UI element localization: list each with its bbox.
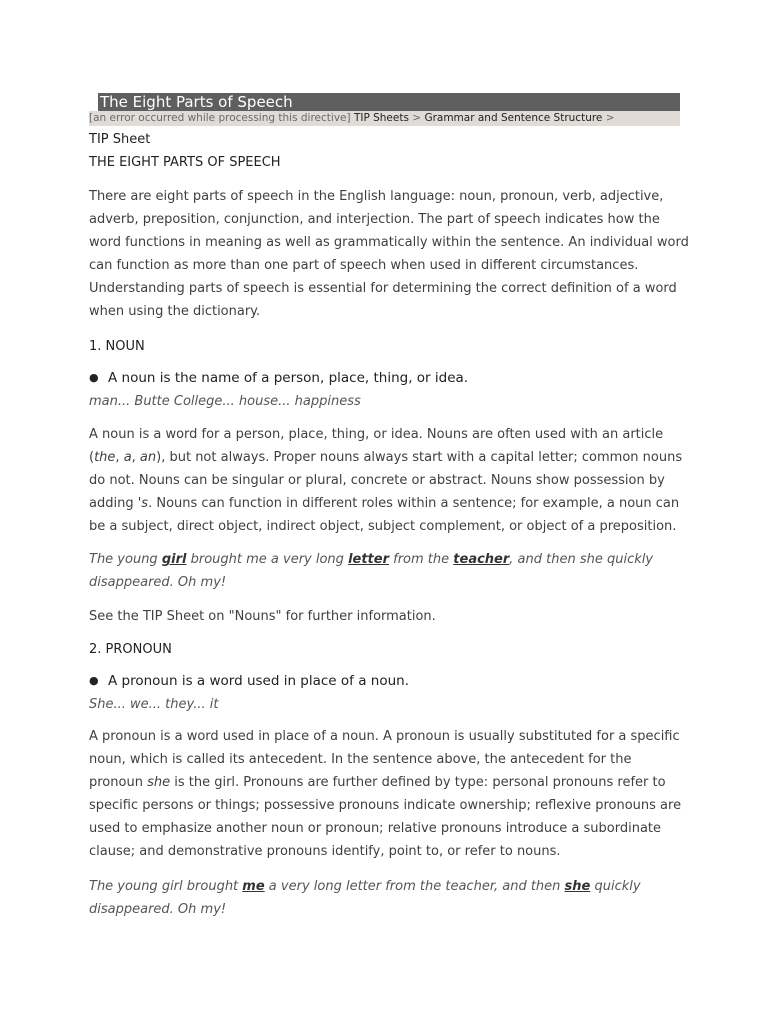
article-the: the [94, 450, 116, 465]
punct: , [115, 450, 124, 465]
noun-definition: A noun is the name of a person, place, thing, or idea. [108, 370, 469, 386]
sentence-text: a very long letter from the teacher, and then [264, 879, 565, 894]
noun-example-sentence [89, 548, 689, 594]
see-also-nouns: See the TIP Sheet on "Nouns" for further information. [89, 609, 436, 624]
bullet-dot-icon: ● [89, 371, 99, 384]
pronoun-paragraph [89, 725, 689, 863]
highlighted-noun: teacher [453, 552, 510, 567]
noun-paragraph-text: . Nouns can function in different roles within a sentence; for example, a noun can be a subject, direct object, indirect object, subject complement, or object of a preposition. [89, 496, 680, 534]
highlighted-noun: girl [161, 552, 187, 567]
sentence-text: , and then she quickly disappeared. Oh my! [89, 552, 654, 590]
document-heading: THE EIGHT PARTS OF SPEECH [89, 155, 281, 170]
sentence-text: from the [389, 552, 454, 567]
breadcrumb-link-tip-sheets[interactable]: TIP Sheets [353, 112, 409, 124]
article-an: an [139, 450, 157, 465]
section-heading-pronoun: 2. PRONOUN [89, 642, 172, 657]
breadcrumb [89, 111, 680, 126]
breadcrumb-error: [an error occurred while processing this directive] [89, 112, 351, 124]
highlighted-pronoun: she [564, 879, 591, 894]
pronoun-she: she [147, 775, 171, 790]
pronoun-paragraph-text: A pronoun is a word used in place of a noun. A pronoun is usually substituted for a specific noun, which is called its antecedent. In the sentence above, the antecedent for the pronoun [89, 729, 680, 790]
pronoun-paragraph-text: is the girl. Pronouns are further defined by type: personal pronouns refer to specific persons or things; possessive pronouns indicate ownership; reflexive pronouns are used to emphasize another noun or pronoun; relative pronouns introduce a subordinate clause; and demonstrative pronouns identify, point to, or refer to nouns. [89, 775, 682, 859]
sentence-text: quickly disappeared. Oh my! [89, 879, 641, 917]
possessive-suffix: 's [137, 496, 149, 511]
intro-paragraph: There are eight parts of speech in the English language: noun, pronoun, verb, adjective, adverb, preposition, conjunction, and interjection. The part of speech indicates how the word functions in meaning as well as grammatically within the sentence. An individual word can function as more than one part of speech when used in different circumstances. Understanding parts of speech is essential for determining the correct definition of a word when using the dictionary. [89, 189, 689, 319]
breadcrumb-separator: > [408, 112, 425, 124]
page-title: The Eight Parts of Speech [98, 93, 680, 111]
highlighted-noun: letter [348, 552, 389, 567]
article-a: a [123, 450, 132, 465]
noun-paragraph-text: A noun is a word for a person, place, thing, or idea. Nouns are often used with an article ( [89, 427, 664, 465]
breadcrumb-separator: > [602, 112, 615, 124]
pronoun-example-sentence [89, 875, 689, 921]
noun-paragraph [89, 423, 689, 538]
noun-examples: man... Butte College... house... happiness [89, 394, 361, 409]
sentence-text: brought me a very long [186, 552, 349, 567]
sentence-text: The young girl brought [89, 879, 243, 894]
section-heading-noun: 1. NOUN [89, 339, 145, 354]
bullet-dot-icon: ● [89, 674, 99, 687]
sentence-text: The young [89, 552, 162, 567]
pronoun-examples: She... we... they... it [89, 697, 219, 712]
highlighted-pronoun: me [242, 879, 265, 894]
pronoun-definition: A pronoun is a word used in place of a noun. [108, 673, 409, 689]
breadcrumb-link-grammar[interactable]: Grammar and Sentence Structure [424, 112, 603, 124]
punct: , [131, 450, 140, 465]
noun-paragraph-text: ), but not always. Proper nouns always start with a capital letter; common nouns do not. Nouns can be singular or plural, concrete or abstract. Nouns show possession by adding [89, 450, 683, 511]
tip-sheet-label: TIP Sheet [89, 132, 151, 147]
